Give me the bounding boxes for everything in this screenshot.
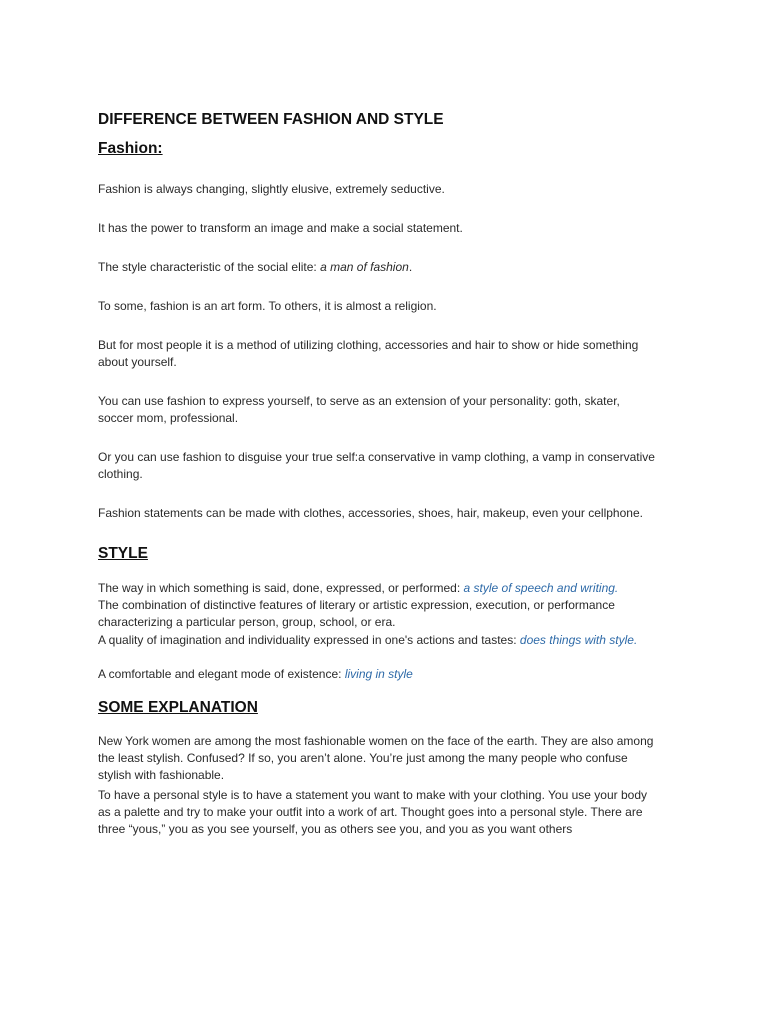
fashion-p3-end: . [408,260,413,274]
fashion-paragraph-6: You can use fashion to express yourself, to serve as an extension of your personality: goth, skater, soccer mom, professional. [98,394,620,425]
style-definition-1 [98,580,658,597]
style-d4-example: living in style [344,667,413,681]
style-d1-example: a style of speech and writing. [463,581,619,595]
fashion-paragraph-2: It has the power to transform an image and make a social statement. [98,221,463,235]
explanation-paragraph-1: New York women are among the most fashionable women on the face of the earth. They are also among the least stylish. Confused? If so, you aren’t alone. You’re just among the many people who confuse stylish with fashionable. [98,734,654,782]
explanation-heading: SOME EXPLANATION [98,699,258,716]
style-definition-2: The combination of distinctive features of literary or artistic expression, execution, or performance characterizing a particular person, group, school, or era. [98,598,615,629]
fashion-p3-text: The style characteristic of the social elite: [98,260,321,274]
style-d4-text: A comfortable and elegant mode of existence: [98,667,345,681]
style-d3-example: does things with style. [519,633,638,647]
style-d3-text: A quality of imagination and individuality expressed in one's actions and tastes: [98,633,520,647]
document-body [98,110,658,838]
explanation-paragraph-2: To have a personal style is to have a statement you want to make with your clothing. You use your body as a palette and try to make your outfit into a work of art. Thought goes into a personal style. There are three “yous,” you as you see yourself, you as others see you, and you as you want others [98,788,647,836]
fashion-p3-italic: a man of fashion [320,260,409,274]
fashion-paragraph-3 [98,259,658,276]
style-heading: STYLE [98,545,148,562]
fashion-paragraph-8: Fashion statements can be made with clothes, accessories, shoes, hair, makeup, even your cellphone. [98,506,643,520]
fashion-paragraph-5: But for most people it is a method of utilizing clothing, accessories and hair to show or hide something about yourself. [98,338,639,369]
fashion-paragraph-7: Or you can use fashion to disguise your true self:a conservative in vamp clothing, a vamp in conservative clothing. [98,450,655,481]
style-d1-text: The way in which something is said, done, expressed, or performed: [98,581,464,595]
fashion-paragraph-1: Fashion is always changing, slightly elusive, extremely seductive. [98,182,445,196]
page-title: DIFFERENCE BETWEEN FASHION AND STYLE [98,111,444,128]
fashion-heading: Fashion: [98,140,163,157]
style-definition-4 [98,666,658,683]
style-definition-3 [98,631,658,650]
fashion-paragraph-4: To some, fashion is an art form. To others, it is almost a religion. [98,299,437,313]
